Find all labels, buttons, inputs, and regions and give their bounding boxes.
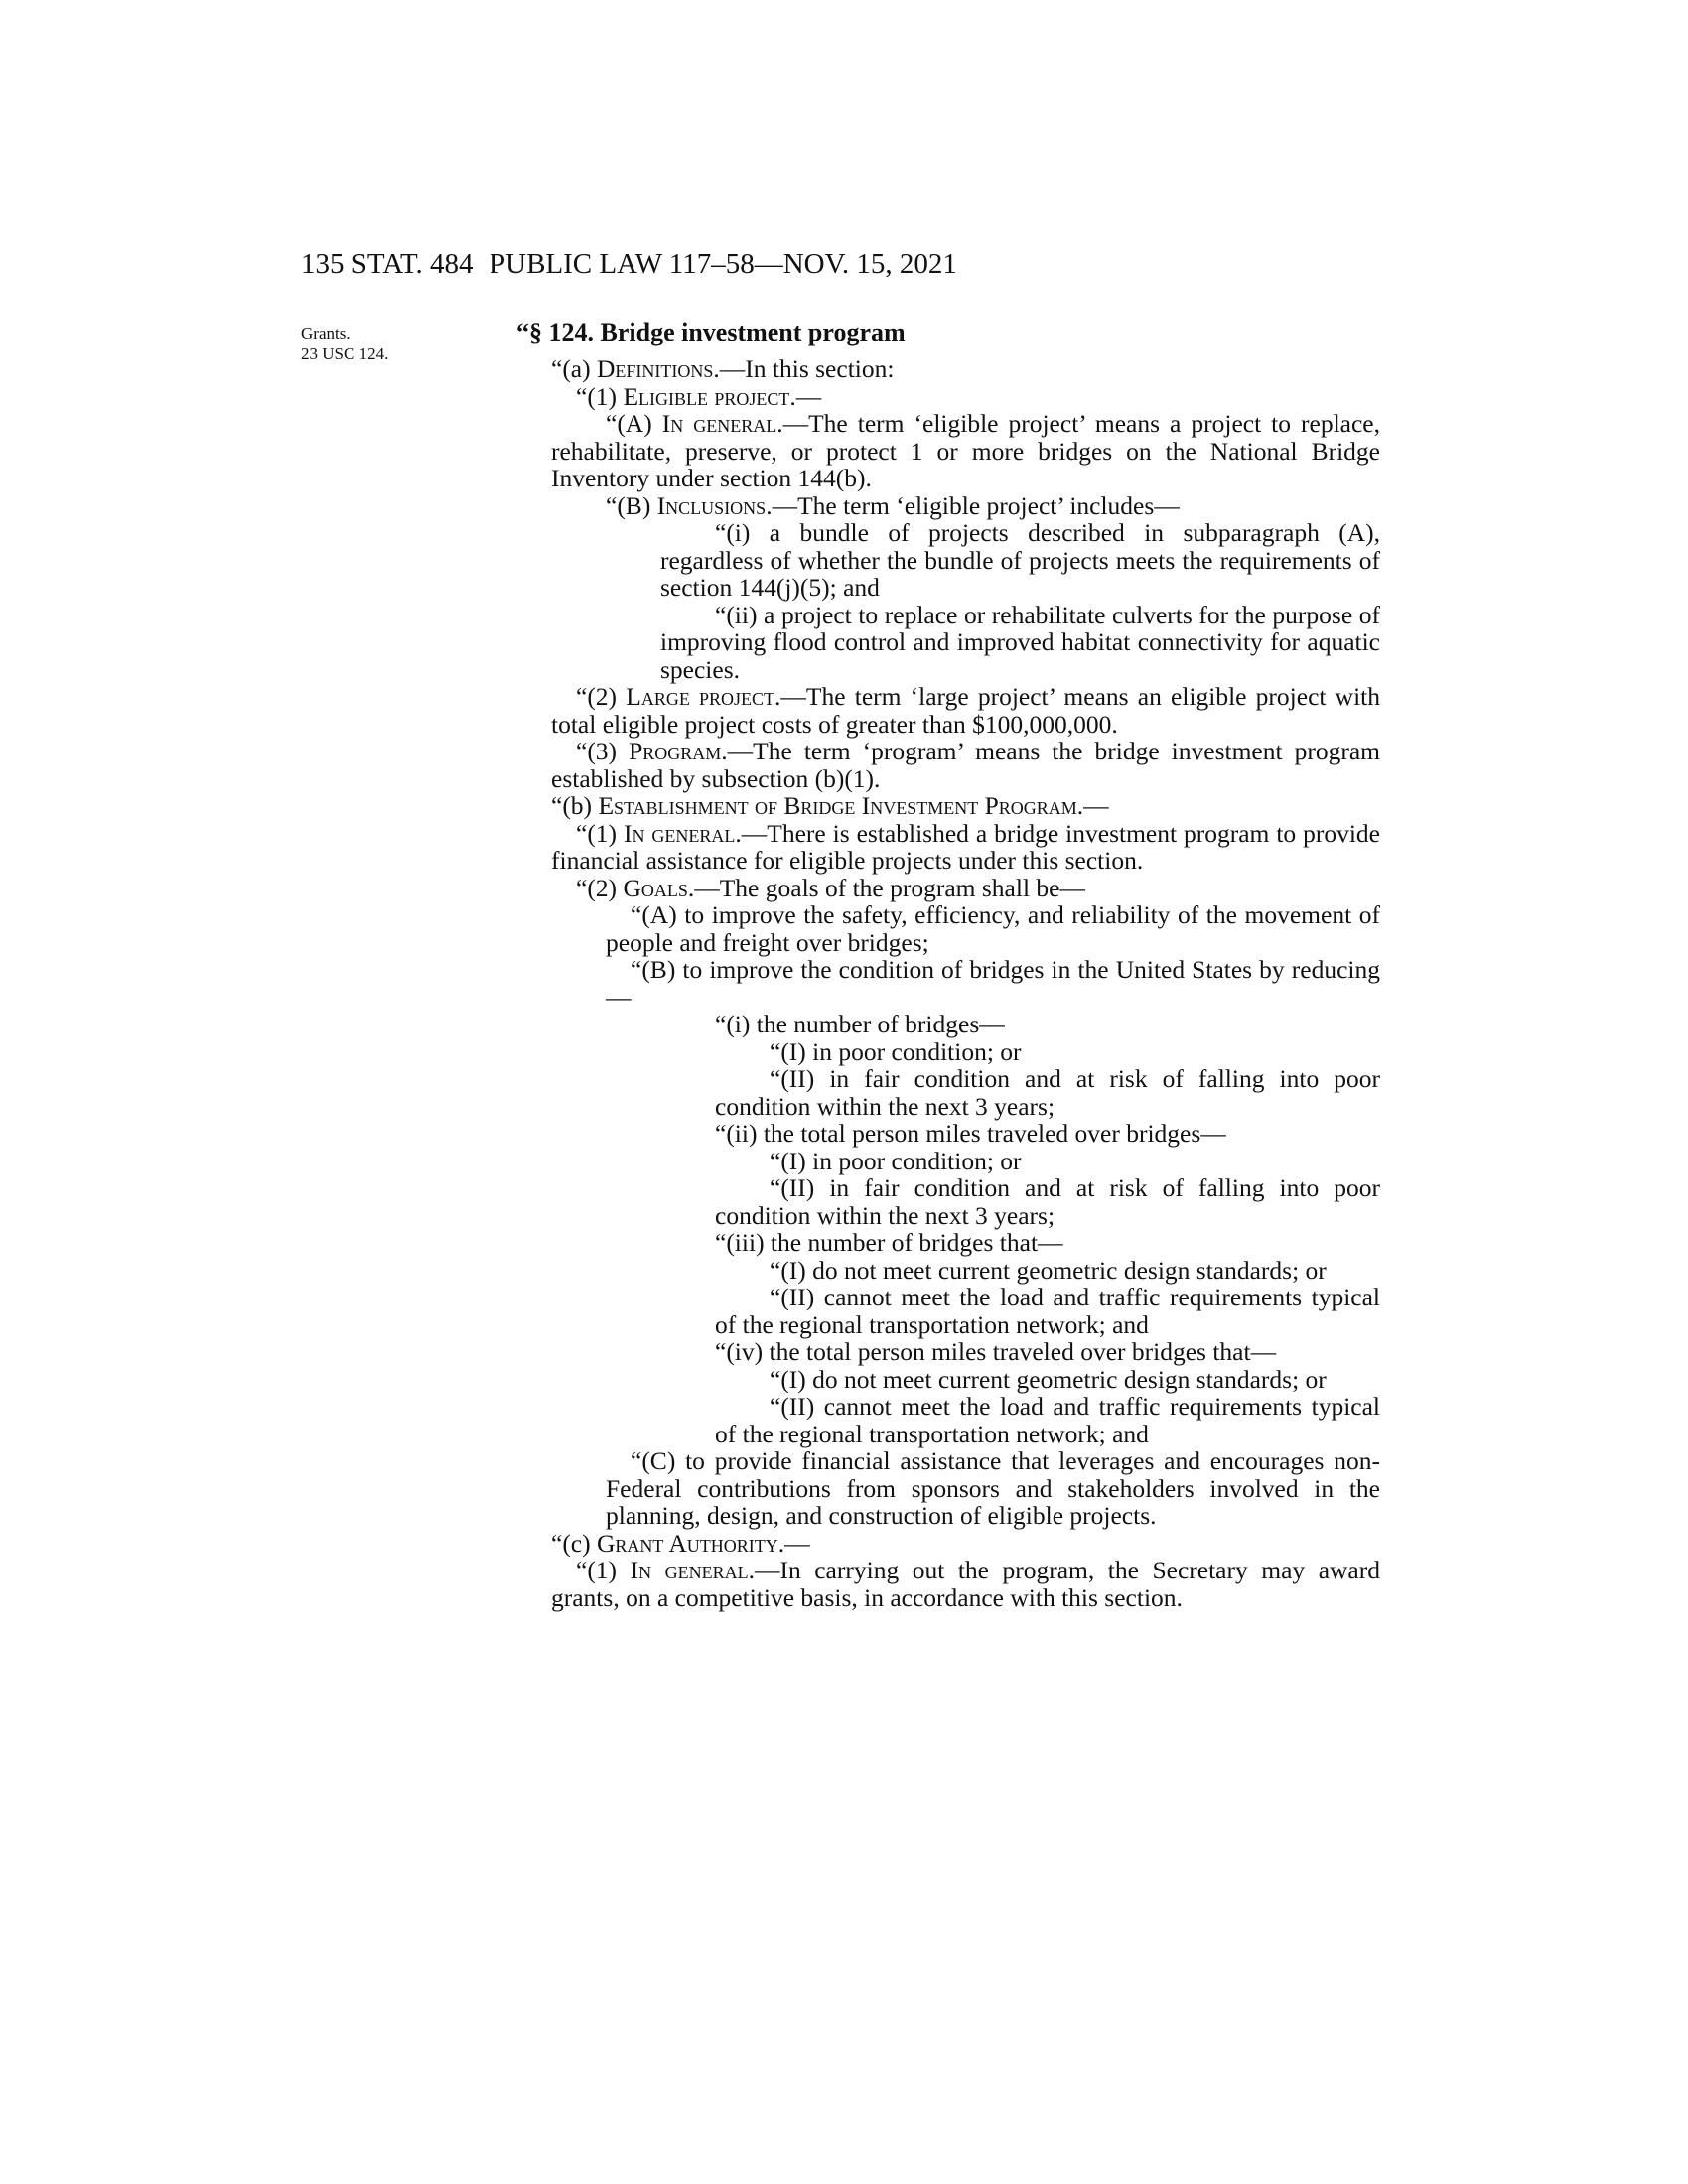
goal-b-ii-subclause-2: “(II) in fair condition and at risk of falling into poor condition within the next 3 years; <box>715 1173 1380 1230</box>
stat-page-reference: 135 STAT. 484 <box>301 248 474 280</box>
paragraph-b1-general: “(1) In general.—There is established a bridge investment program to provide financial assistance for eligible projects under this section. <box>551 818 1380 875</box>
goal-c-financial-assistance: “(C) to provide financial assistance that leverages and encourages non-Federal contributions from sponsors and stakeholders involved in the planning, design, and construction of eligible projects. <box>606 1446 1380 1530</box>
subsection-c-grant-authority: “(c) Grant Authority.— <box>551 1528 810 1558</box>
page-header <box>301 248 1383 288</box>
goal-b-clause-iv: “(iv) the total person miles traveled over bridges that— <box>715 1337 1277 1366</box>
goal-b-i-subclause-2: “(II) in fair condition and at risk of falling into poor condition within the next 3 years; <box>715 1064 1380 1121</box>
margin-notes <box>301 323 388 364</box>
subsection-a-definitions: “(a) Definitions.—In this section: <box>551 354 895 383</box>
subparagraph-eligible-general: “(A) In general.—The term ‘eligible project’ means a project to replace, rehabilitate, preserve, or protect 1 or more bridges on the National Bridge Inventory under section 144(b). <box>551 409 1381 492</box>
clause-bundle-of-projects: “(i) a bundle of projects described in subparagraph (A), regardless of whether the bundle of projects meets the requirements of section 144(j)(5); and <box>660 518 1380 602</box>
goal-b-iv-subclause-2: “(II) cannot meet the load and traffic requirements typical of the regional transportation network; and <box>715 1392 1380 1448</box>
subsection-b-establishment: “(b) Establishment of Bridge Investment Program.— <box>551 791 1109 820</box>
section-body <box>551 355 1380 1611</box>
goal-b-condition: “(B) to improve the condition of bridges in the United States by reducing— <box>606 955 1380 1012</box>
margin-note-usc: 23 USC 124. <box>301 344 389 363</box>
goal-b-iii-subclause-2: “(II) cannot meet the load and traffic requirements typical of the regional transportation network; and <box>715 1283 1380 1339</box>
paragraph-large-project: “(2) Large project.—The term ‘large project’ means an eligible project with total eligible project costs of greater than $100,000,000. <box>551 682 1380 739</box>
goal-b-iii-subclause-1: “(I) do not meet current geometric design standards; or <box>770 1255 1327 1285</box>
section-title: “§ 124. Bridge investment program <box>516 318 906 346</box>
goal-b-clause-iii: “(iii) the number of bridges that— <box>715 1228 1063 1257</box>
goal-b-clause-ii: “(ii) the total person miles traveled over bridges— <box>715 1119 1226 1148</box>
goal-b-i-subclause-1: “(I) in poor condition; or <box>770 1036 1022 1066</box>
paragraph-eligible-project: “(1) Eligible project.— <box>576 381 822 411</box>
subparagraph-inclusions: “(B) Inclusions.—The term ‘eligible project’ includes— <box>606 490 1180 520</box>
paragraph-c1-general: “(1) In general.—In carrying out the program, the Secretary may award grants, on a competitive basis, in accordance with this section. <box>551 1556 1380 1612</box>
goal-b-clause-i: “(i) the number of bridges— <box>715 1010 1005 1038</box>
paragraph-program: “(3) Program.—The term ‘program’ means the bridge investment program established by subsection (b)(1). <box>551 737 1380 793</box>
paragraph-goals: “(2) Goals.—The goals of the program shall be— <box>576 873 1085 902</box>
margin-note-grants: Grants. <box>301 324 351 342</box>
goal-a-safety: “(A) to improve the safety, efficiency, and reliability of the movement of people and freight over bridges; <box>606 900 1380 957</box>
clause-culverts: “(ii) a project to replace or rehabilitate culverts for the purpose of improving flood control and improved habitat connectivity for aquatic species. <box>660 600 1380 684</box>
goal-b-ii-subclause-1: “(I) in poor condition; or <box>770 1146 1022 1175</box>
goal-b-iv-subclause-1: “(I) do not meet current geometric design standards; or <box>770 1364 1327 1394</box>
public-law-title: PUBLIC LAW 117–58—NOV. 15, 2021 <box>490 248 957 280</box>
